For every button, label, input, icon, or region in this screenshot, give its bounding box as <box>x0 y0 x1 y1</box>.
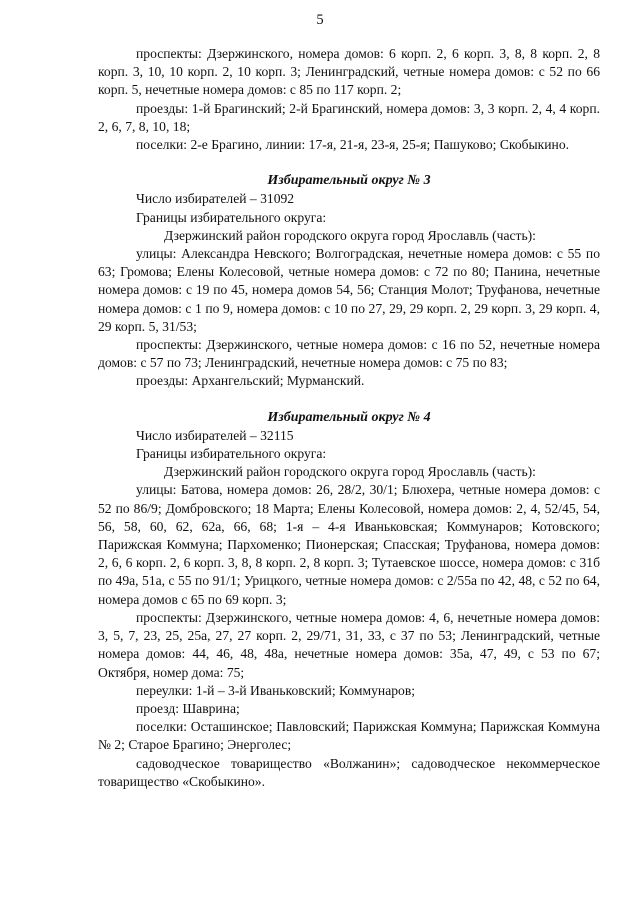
district-4-voters: Число избирателей – 32115 <box>136 427 294 443</box>
district-3-area: Дзержинский район городского округа город Ярославль (часть): <box>164 227 536 243</box>
document-body <box>98 45 600 791</box>
district-4-borders: Границы избирательного округа: <box>136 446 327 462</box>
district-3-title: Избирательный округ № 3 <box>267 173 431 189</box>
passages-paragraph: проезды: 1-й Брагинский; 2-й Брагинский, номера домов: 3, 3 корп. 2, 4, 4 корп. 2, 6, 7, 8, 10, 18; <box>98 100 600 134</box>
settlements-paragraph: поселки: 2-е Брагино, линии: 17-я, 21-я, 23-я, 25-я; Пашуково; Скобыкино. <box>136 137 570 153</box>
district-3-streets: улицы: Александра Невского; Волгоградская, нечетные номера домов: с 55 по 63; Громова; Елены Колесовой, четные номера домов: с 72 по 80; Панина, нечетные номера домов: с 19 по 45, номера домов 54, 56; Станция Молот; Труфанова, нечетные номера домов: с 1 по 9, номера домов: с 10 по 27, 29, 29 корп. 2, 29 корп. 3, 29 корп. 4, 29 корп. 5, 31/53; <box>98 246 600 334</box>
district-4-title: Избирательный округ № 4 <box>267 409 431 425</box>
district-4-lanes: переулки: 1-й – 3-й Иваньковский; Коммунаров; <box>136 682 416 698</box>
prospects-paragraph: проспекты: Дзержинского, номера домов: 6 корп. 2, 6 корп. 3, 8, 8 корп. 2, 8 корп. 3, 10, 10 корп. 2, 10 корп. 3; Ленинградский, четные номера домов: с 52 по 66 корп. 5, нечетные номера домов: с 85 по 117 корп. 2; <box>98 46 600 98</box>
district-4-settlements: поселки: Осташинское; Павловский; Парижская Коммуна; Парижская Коммуна № 2; Старое Брагино; Энерголес; <box>98 719 600 753</box>
district-4-partnerships: садоводческое товарищество «Волжанин»; садоводческое некоммерческое товарищество «Скобыкино». <box>98 755 600 789</box>
page-number: 5 <box>316 12 324 28</box>
district-3-voters: Число избирателей – 31092 <box>136 191 295 207</box>
district-4-prospects: проспекты: Дзержинского, четные номера домов: 4, 6, нечетные номера домов: 3, 5, 7, 23, 25, 25а, 27, 27 корп. 2, 29/71, 31, 33, с 37 по 53; Ленинградский, четные номера домов: 44, 46, 48, 48а, нечетные номера домов: 35а, 47, 49, с 53 по 67; Октября, номер дома: 75; <box>98 609 600 680</box>
district-3-passages: проезды: Архангельский; Мурманский. <box>136 373 365 389</box>
district-4-area: Дзержинский район городского округа город Ярославль (часть): <box>164 464 536 480</box>
district-4-streets: улицы: Батова, номера домов: 26, 28/2, 30/1; Блюхера, четные номера домов: с 52 по 86/9; Домбровского; 18 Марта; Елены Колесовой, номера домов: 2, 4, 52/45, 54, 56, 58, 60, 62, 62а, 66, 68; 1-я – 4-я Иваньковская; Коммунаров; Котовского; Парижская Коммуна; Пархоменко; Пионерская; Спасская; Труфанова, номера домов: 2, 6, 6 корп. 2, 6 корп. 3, 8, 8 корп. 2, 8 корп. 3; Тутаевское шоссе, номера домов: с 31б по 49а, 51а, с 55 по 91/1; Урицкого, четные номера домов: с 2/55а по 42, 48, с 52 по 64, номера домов с 65 по 69 корп. 3; <box>98 482 600 607</box>
district-3-borders: Границы избирательного округа: <box>136 209 327 225</box>
district-4-passage: проезд: Шаврина; <box>136 700 240 716</box>
district-3-prospects: проспекты: Дзержинского, четные номера домов: с 16 по 52, нечетные номера домов: с 57 по 73; Ленинградский, нечетные номера домов: с 75 по 83; <box>98 337 600 371</box>
